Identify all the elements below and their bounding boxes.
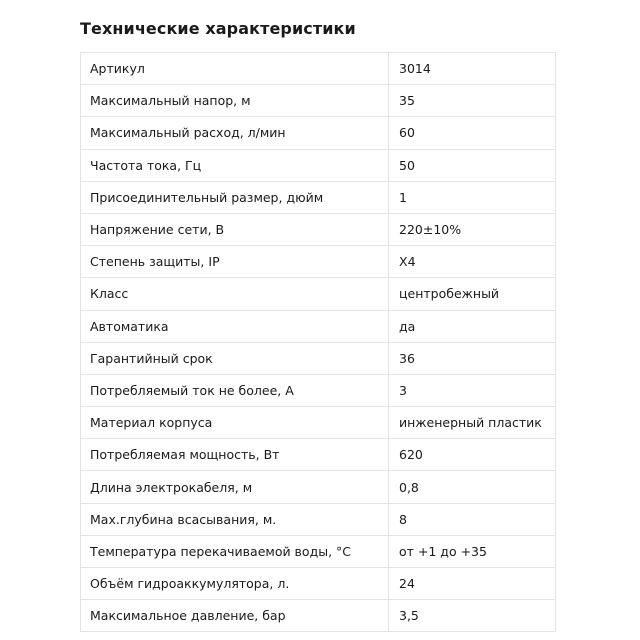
table-row — [81, 407, 556, 439]
spec-label: Максимальный напор, м — [81, 85, 389, 117]
spec-value: 220±10% — [389, 213, 556, 245]
spec-label: Температура перекачиваемой воды, °C — [81, 535, 389, 567]
spec-label: Материал корпуса — [81, 407, 389, 439]
table-row — [81, 568, 556, 600]
spec-label: Напряжение сети, В — [81, 213, 389, 245]
spec-label: Потребляемый ток не более, А — [81, 374, 389, 406]
table-row — [81, 53, 556, 85]
spec-value: инженерный пластик — [389, 407, 556, 439]
table-row — [81, 213, 556, 245]
table-row — [81, 600, 556, 632]
spec-label: Автоматика — [81, 310, 389, 342]
table-row — [81, 342, 556, 374]
spec-value: от +1 до +35 — [389, 535, 556, 567]
spec-value: 8 — [389, 503, 556, 535]
spec-value: X4 — [389, 246, 556, 278]
specs-table — [80, 52, 556, 632]
spec-value: 24 — [389, 568, 556, 600]
table-row — [81, 471, 556, 503]
spec-value: 3,5 — [389, 600, 556, 632]
table-row — [81, 181, 556, 213]
spec-label: Max.глубина всасывания, м. — [81, 503, 389, 535]
table-row — [81, 310, 556, 342]
spec-value: центробежный — [389, 278, 556, 310]
spec-label: Степень защиты, IP — [81, 246, 389, 278]
spec-label: Максимальное давление, бар — [81, 600, 389, 632]
spec-value: 1 — [389, 181, 556, 213]
spec-value: 0,8 — [389, 471, 556, 503]
table-row — [81, 246, 556, 278]
spec-value: 50 — [389, 149, 556, 181]
spec-value: 3 — [389, 374, 556, 406]
table-row — [81, 85, 556, 117]
spec-label: Гарантийный срок — [81, 342, 389, 374]
table-row — [81, 149, 556, 181]
spec-label: Максимальный расход, л/мин — [81, 117, 389, 149]
spec-value: 620 — [389, 439, 556, 471]
spec-label: Потребляемая мощность, Вт — [81, 439, 389, 471]
spec-label: Частота тока, Гц — [81, 149, 389, 181]
table-row — [81, 439, 556, 471]
table-row — [81, 503, 556, 535]
spec-value: 60 — [389, 117, 556, 149]
section-title: Технические характеристики — [80, 19, 356, 38]
spec-label: Класс — [81, 278, 389, 310]
table-row — [81, 117, 556, 149]
spec-value: 3014 — [389, 53, 556, 85]
spec-label: Объём гидроаккумулятора, л. — [81, 568, 389, 600]
table-row — [81, 535, 556, 567]
spec-value: 36 — [389, 342, 556, 374]
table-row — [81, 278, 556, 310]
spec-value: да — [389, 310, 556, 342]
spec-label: Артикул — [81, 53, 389, 85]
spec-label: Длина электрокабеля, м — [81, 471, 389, 503]
spec-value: 35 — [389, 85, 556, 117]
spec-label: Присоединительный размер, дюйм — [81, 181, 389, 213]
table-row — [81, 374, 556, 406]
